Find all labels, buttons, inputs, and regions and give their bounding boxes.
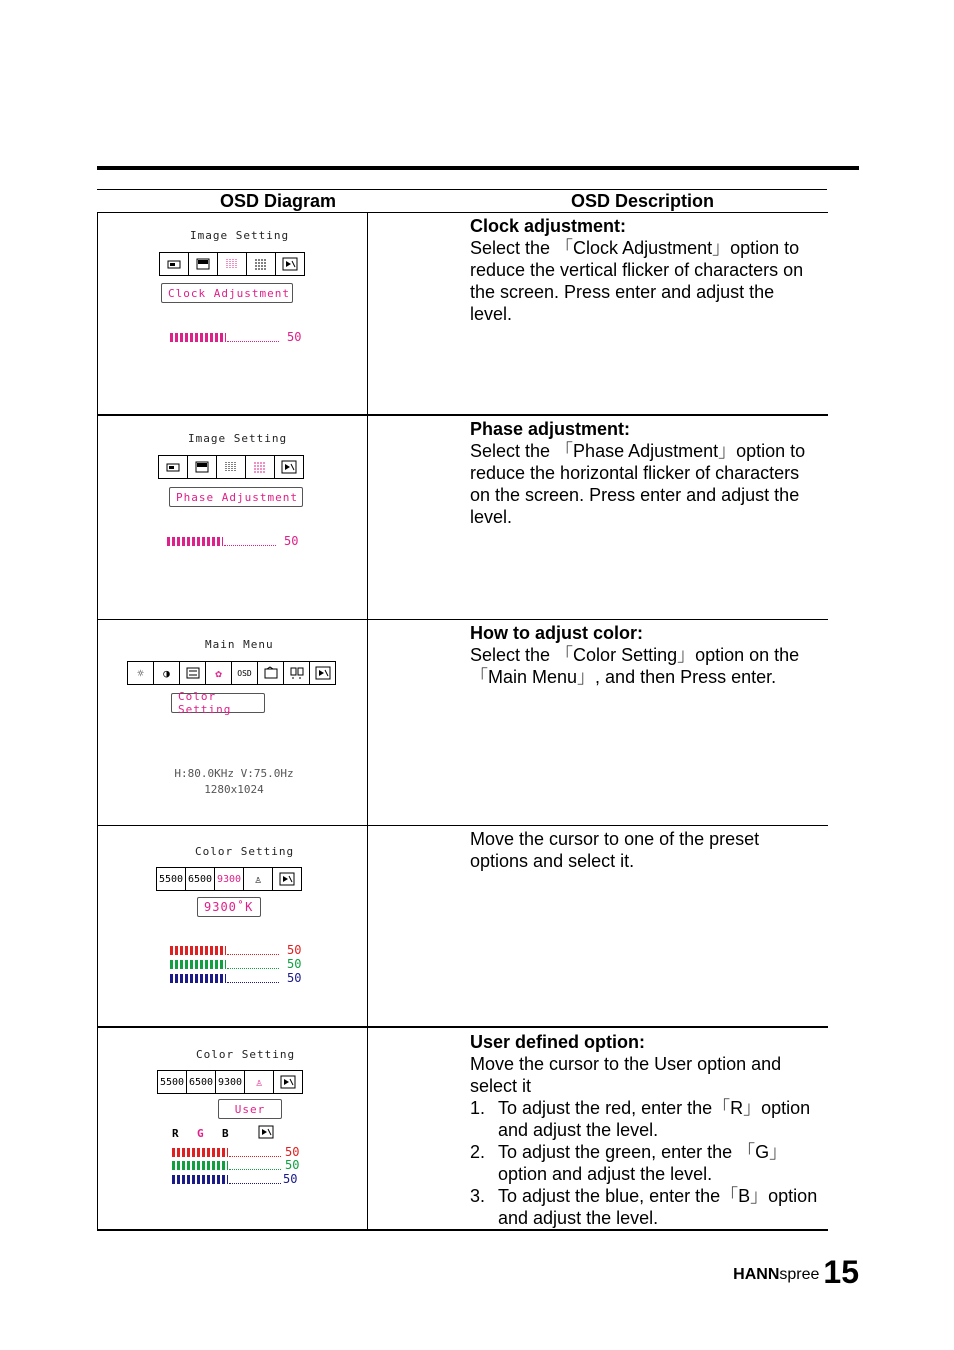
description-text: level. <box>470 304 513 324</box>
level-fill <box>172 1148 228 1157</box>
description-text: Select the 「Clock Adjustment」option to <box>470 238 800 258</box>
exit-icon <box>275 456 303 478</box>
red-value: 50 <box>285 1145 300 1159</box>
color-setting-icon: ✿ <box>206 662 232 684</box>
osd-selected-label: User <box>218 1099 282 1119</box>
description-text: on the screen. Press enter and adjust the <box>470 485 800 505</box>
user-description <box>470 1031 826 1229</box>
preset-9300: 9300 <box>216 1071 245 1093</box>
preset-5500: 5500 <box>157 868 186 890</box>
osd-icon-bar <box>127 661 336 685</box>
description-text: 「Main Menu」, and then Press enter. <box>470 667 777 687</box>
level-fill <box>167 537 223 546</box>
description-text: reduce the vertical flicker of characters on <box>470 260 804 280</box>
row-divider <box>97 414 828 416</box>
description-text: Move the cursor to the User option and <box>470 1054 782 1074</box>
level-bar <box>167 534 298 548</box>
preset-description <box>470 828 826 872</box>
information-icon <box>284 662 310 684</box>
blue-value: 50 <box>283 1172 298 1186</box>
green-level-bar <box>170 957 301 971</box>
osd-selected-label: Phase Adjustment <box>169 487 303 507</box>
phase-icon <box>246 456 275 478</box>
image-setting-icon <box>180 662 206 684</box>
list-number: 3. <box>470 1186 486 1206</box>
position-icon <box>160 253 189 275</box>
description-text: the screen. Press enter and adjust the <box>470 282 775 302</box>
description-text: options and select it. <box>470 851 635 871</box>
osd-setting-icon: OSD <box>232 662 258 684</box>
level-fill <box>172 1175 228 1184</box>
description-text: To adjust the blue, enter the「B」option <box>498 1186 818 1206</box>
row-divider <box>97 825 828 826</box>
description-heading: Clock adjustment: <box>470 216 627 236</box>
red-level-bar <box>170 943 301 957</box>
page-footer <box>733 1256 859 1288</box>
green-value: 50 <box>285 1158 300 1172</box>
row-divider <box>97 212 828 213</box>
level-fill <box>170 946 226 955</box>
list-number: 1. <box>470 1098 486 1118</box>
level-fill <box>170 974 226 983</box>
description-heading: User defined option: <box>470 1032 645 1052</box>
osd-title: Color Setting <box>195 845 295 858</box>
preset-6500: 6500 <box>187 1071 216 1093</box>
exit-icon <box>276 253 304 275</box>
description-heading: Phase adjustment: <box>470 419 631 439</box>
blue-level-bar <box>172 1172 297 1186</box>
osd-icon-bar <box>157 1070 303 1094</box>
level-fill <box>170 333 226 342</box>
table-column-divider <box>367 212 368 1231</box>
preset-6500: 6500 <box>186 868 215 890</box>
osd-title: Image Setting <box>188 432 288 445</box>
clock-icon <box>217 456 246 478</box>
description-text: To adjust the green, enter the 「G」 <box>498 1142 788 1162</box>
description-text: To adjust the red, enter the「R」option <box>498 1098 811 1118</box>
top-rule <box>97 166 859 170</box>
level-value: 50 <box>284 534 299 548</box>
exit-icon <box>274 1071 302 1093</box>
steps-list <box>470 1097 826 1229</box>
preset-5500: 5500 <box>158 1071 187 1093</box>
list-item <box>470 1185 826 1229</box>
description-text: reduce the horizontal flicker of characters <box>470 463 800 483</box>
clock-icon <box>218 253 247 275</box>
exit-icon <box>310 662 335 684</box>
description-text: Move the cursor to one of the preset <box>470 829 760 849</box>
color-description <box>470 622 826 688</box>
description-text: Select the 「Color Setting」option on the <box>470 645 800 665</box>
preset-9300: 9300 <box>215 868 244 890</box>
osd-selected-label: 9300˚K <box>197 897 261 917</box>
frequency-readout: H:80.0KHz V:75.0Hz <box>174 767 294 780</box>
exit-icon <box>273 868 301 890</box>
osd-title: Color Setting <box>196 1048 296 1061</box>
red-value: 50 <box>287 943 302 957</box>
brand-bold: HANN <box>733 1266 780 1283</box>
row-divider <box>97 619 828 620</box>
osd-selected-label: Color Setting <box>171 693 265 713</box>
header-osd-description: OSD Description <box>571 191 715 211</box>
description-text: select it <box>470 1076 532 1096</box>
level-bar <box>170 330 301 344</box>
osd-title: Image Setting <box>190 229 290 242</box>
description-text: and adjust the level. <box>498 1120 659 1140</box>
osd-selected-label: Clock Adjustment <box>161 283 293 303</box>
page-number: 15 <box>823 1254 859 1290</box>
b-option: B <box>222 1127 229 1140</box>
exit-icon <box>258 1125 274 1144</box>
contrast-icon: ◑ <box>154 662 180 684</box>
green-level-bar <box>172 1158 299 1172</box>
phase-icon <box>247 253 276 275</box>
description-text: level. <box>470 507 513 527</box>
reset-icon <box>258 662 284 684</box>
brand-light: spree <box>779 1266 820 1283</box>
user-icon: ♙ <box>245 1071 274 1093</box>
table-left-border <box>97 212 98 1231</box>
level-fill <box>172 1161 228 1170</box>
header-rule <box>97 189 827 190</box>
blue-value: 50 <box>287 971 302 985</box>
clock-description <box>470 215 826 325</box>
position-icon <box>159 456 188 478</box>
blue-level-bar <box>170 971 301 985</box>
size-icon <box>188 456 217 478</box>
description-text: Select the 「Phase Adjustment」option to <box>470 441 806 461</box>
brand-logo <box>733 1266 819 1284</box>
green-value: 50 <box>287 957 302 971</box>
g-option: G <box>197 1127 204 1140</box>
level-value: 50 <box>287 330 302 344</box>
description-text: option and adjust the level. <box>498 1164 713 1184</box>
user-icon: ♙ <box>244 868 273 890</box>
phase-description <box>470 418 826 528</box>
list-number: 2. <box>470 1142 486 1162</box>
description-heading: How to adjust color: <box>470 623 643 643</box>
list-item <box>470 1141 826 1185</box>
table-bottom-border <box>97 1229 828 1231</box>
osd-icon-bar <box>159 252 305 276</box>
osd-title: Main Menu <box>205 638 274 651</box>
resolution-readout: 1280x1024 <box>204 783 264 796</box>
red-level-bar <box>172 1145 299 1159</box>
size-icon <box>189 253 218 275</box>
osd-icon-bar <box>158 455 304 479</box>
description-text: and adjust the level. <box>498 1208 659 1228</box>
header-osd-diagram: OSD Diagram <box>220 191 337 211</box>
osd-icon-bar <box>156 867 302 891</box>
level-fill <box>170 960 226 969</box>
list-item <box>470 1097 826 1141</box>
r-option: R <box>172 1127 179 1140</box>
row-divider <box>97 1026 828 1028</box>
brightness-icon: ☼ <box>128 662 154 684</box>
